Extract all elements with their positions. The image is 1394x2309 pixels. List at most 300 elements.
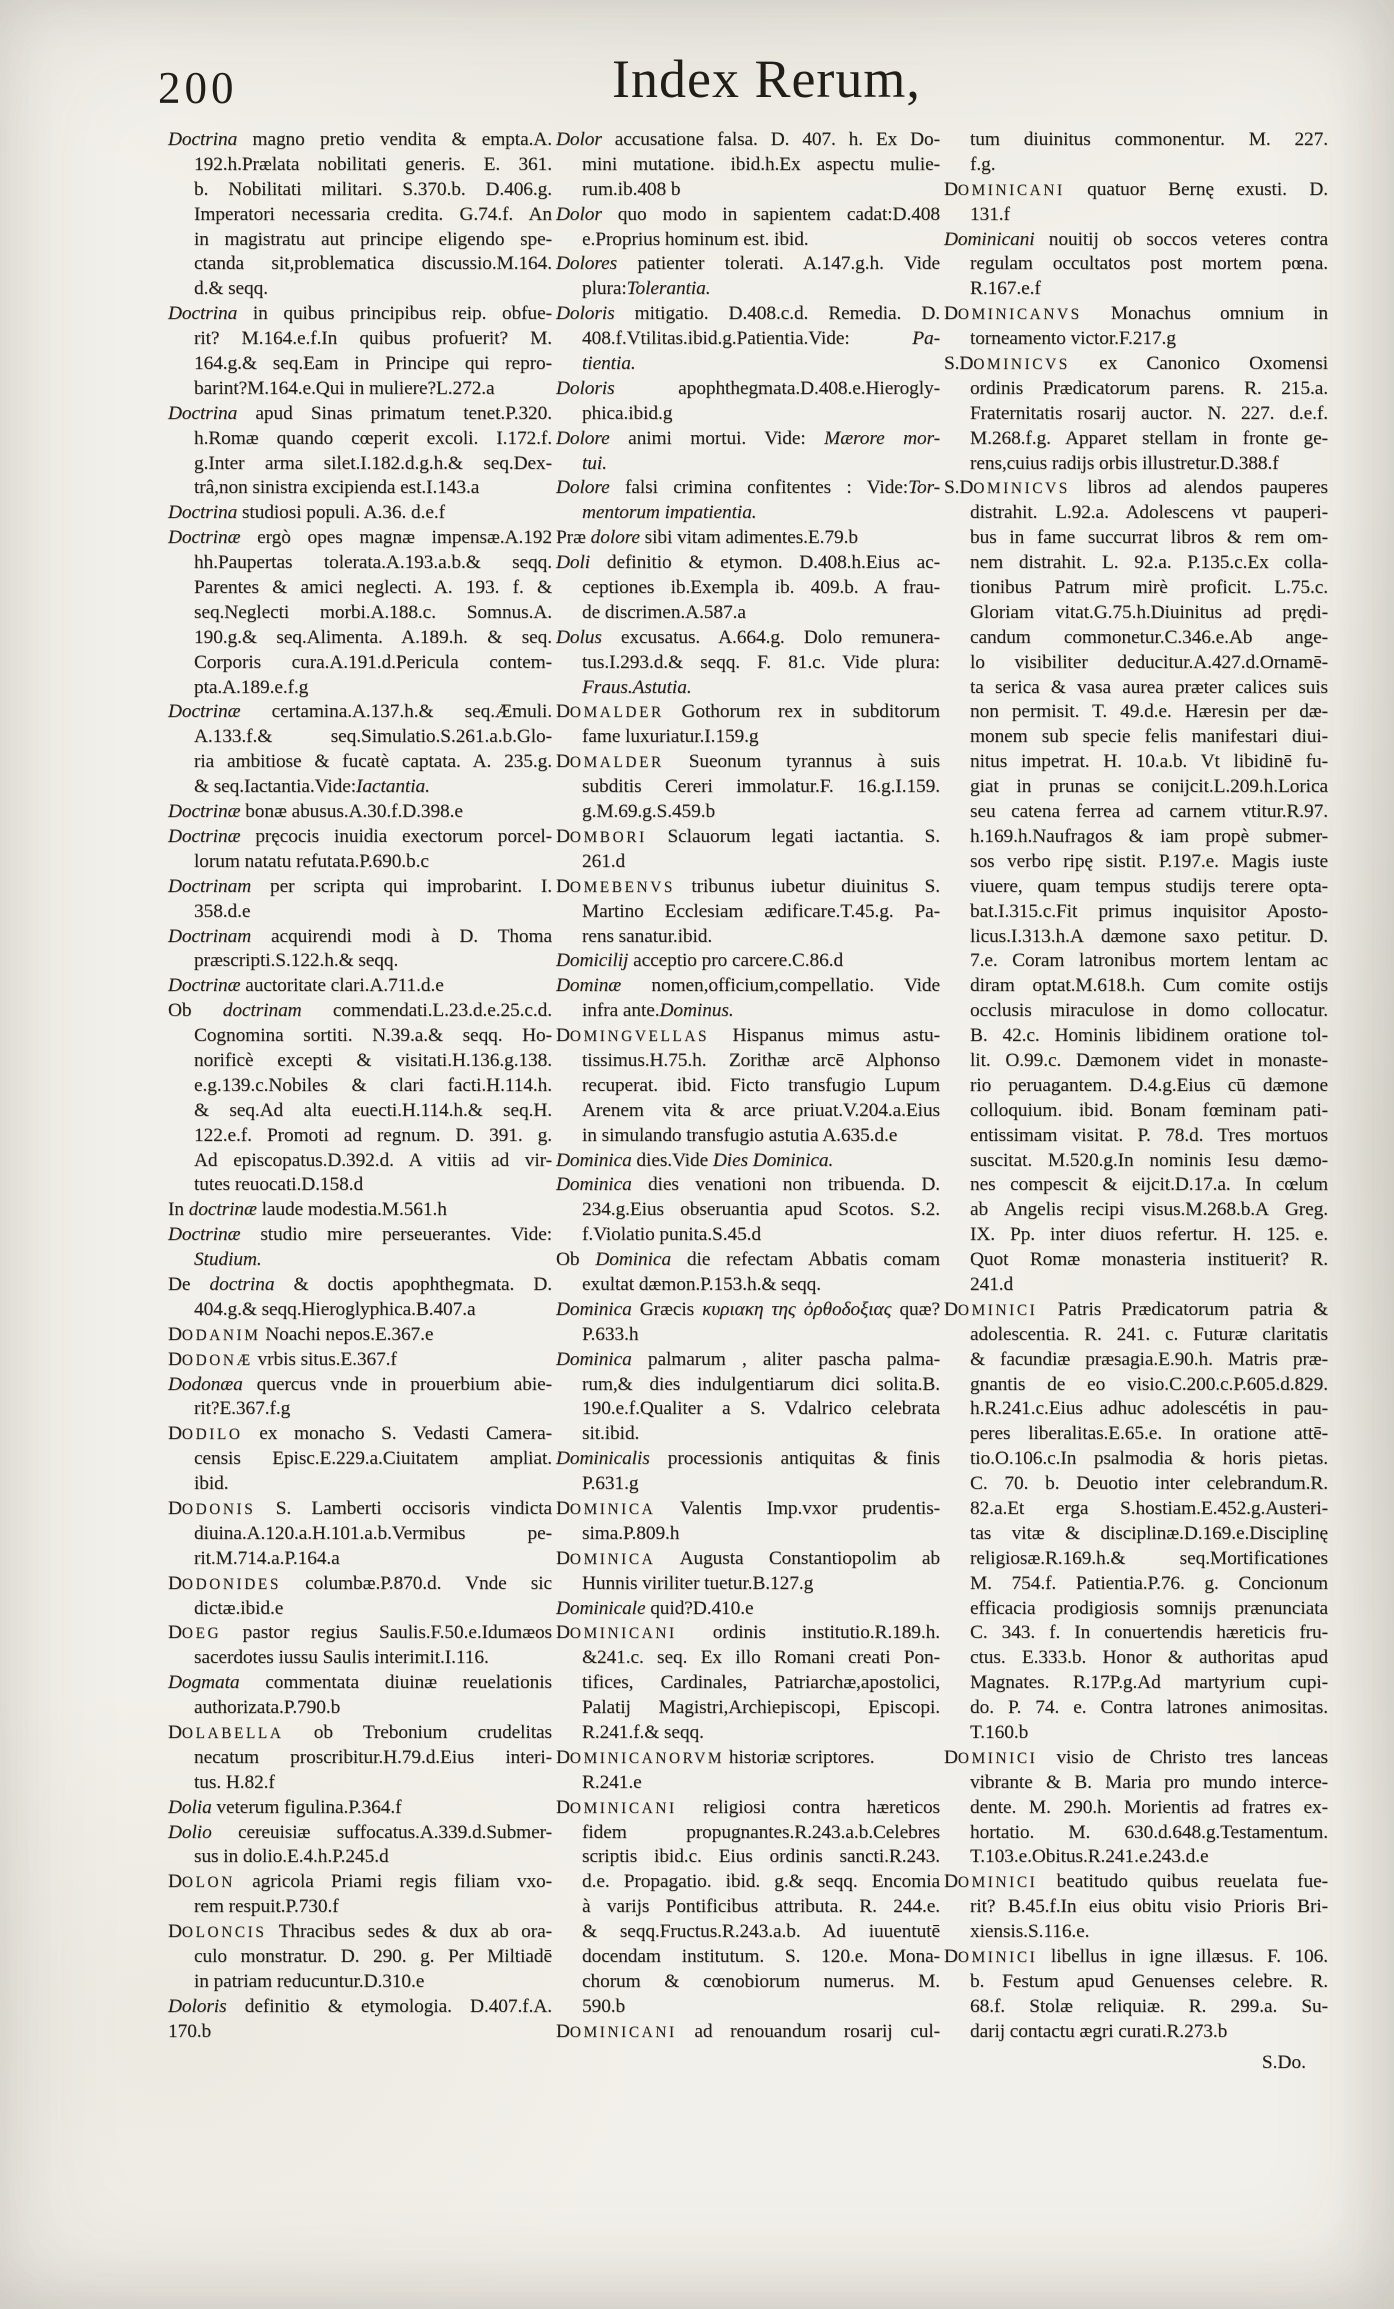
line-segment: Dodonæa [168, 1373, 243, 1395]
line-segment: rit?E.367.f.g [194, 1398, 291, 1420]
line-segment: tus.I.293.d.& seqq. F. 81.c. Vide plura: [582, 651, 940, 673]
index-line [556, 1870, 940, 1895]
line-segment: tui. [582, 452, 607, 474]
index-line [168, 1422, 552, 1447]
index-line [556, 1597, 940, 1622]
index-line [944, 1696, 1328, 1721]
line-segment: OMINICI [957, 1874, 1038, 1892]
line-segment: dictæ.ibid.e [194, 1597, 284, 1619]
line-segment: recuperat. ibid. Ficto transfugio Lupum [582, 1074, 940, 1096]
line-segment: Iactantia. [356, 776, 430, 798]
index-line [556, 153, 940, 178]
index-line [556, 1248, 940, 1273]
line-segment: ODONIDES [181, 1575, 282, 1593]
index-line [556, 1572, 940, 1597]
line-segment: doctrina [209, 1273, 275, 1295]
index-line [556, 1522, 940, 1547]
index-line [168, 452, 552, 477]
line-segment: religiosæ.R.169.h.& seq.Mortificationes [970, 1547, 1328, 1569]
line-segment: Quot Romæ monasteria instituerit? R. [970, 1249, 1328, 1271]
line-segment: D [944, 1871, 958, 1893]
index-line [556, 1995, 940, 2020]
index-line [168, 1597, 552, 1622]
line-segment: tio.O.106.c.In psalmodia & horis pietas. [970, 1448, 1328, 1470]
line-segment: ab Angelis recipi visus.M.268.b.A Greg. [970, 1199, 1328, 1221]
index-line [168, 1323, 552, 1348]
index-line [168, 1696, 552, 1721]
line-segment: ctus. E.333.b. Honor & authoritas apud [970, 1647, 1328, 1669]
index-line [944, 825, 1328, 850]
line-segment: A.133.f.& seq.Simulatio.S.261.a.b.Glo- [194, 726, 552, 748]
line-segment: P.633.h [582, 1323, 639, 1345]
index-line [556, 999, 940, 1024]
line-segment: Cognomina sortiti. N.39.a.& seqq. Ho- [194, 1025, 552, 1047]
line-segment: OMINICANI [569, 1799, 677, 1817]
index-line [944, 252, 1328, 277]
line-segment: OMINICANI [569, 1625, 677, 1643]
line-segment: 122.e.f. Promoti ad regnum. D. 391. g. [194, 1124, 552, 1146]
line-segment: D [944, 178, 958, 200]
index-line [944, 1298, 1328, 1323]
index-line [556, 377, 940, 402]
line-segment: laude modestia.M.561.h [256, 1199, 447, 1221]
index-line [944, 676, 1328, 701]
line-segment: tissimus.H.75.h. Zorithæ arcē Alphonso [582, 1049, 940, 1071]
index-line [944, 1397, 1328, 1422]
index-line [168, 1024, 552, 1049]
index-line [556, 725, 940, 750]
index-line [944, 850, 1328, 875]
line-segment: palmarum , aliter pascha palma- [631, 1348, 940, 1370]
index-line [556, 352, 940, 377]
line-segment: P.631.g [582, 1473, 639, 1495]
index-line [556, 452, 940, 477]
line-segment: quæ? [891, 1298, 940, 1320]
line-segment: S. Lamberti occisoris vindicta [255, 1497, 552, 1519]
index-line [168, 402, 552, 427]
line-segment: Dolor [556, 129, 602, 150]
line-segment: D [168, 1423, 182, 1445]
line-segment: 170.b [168, 2020, 212, 2042]
index-line [944, 750, 1328, 775]
line-segment: M. 754.f. Patientia.P.76. g. Concionum [970, 1572, 1328, 1594]
line-segment: Præ [556, 527, 591, 549]
line-segment: subditis Cereri immolatur.F. 16.g.I.159. [582, 776, 940, 798]
line-segment: phica.ibid.g [582, 402, 673, 424]
line-segment: OMINICVS [973, 356, 1070, 374]
line-segment: 164.g.& seq.Eam in Principe qui repro- [194, 353, 552, 375]
line-segment: Dolia [168, 1796, 212, 1818]
index-line [556, 1447, 940, 1472]
line-segment: D [168, 1497, 182, 1519]
index-line [168, 1223, 552, 1248]
line-segment: darij contactu ægri curati.R.273.b [970, 2020, 1228, 2042]
index-line [556, 178, 940, 203]
line-segment: Fraternitatis rosarij auctor. N. 227. d.e.f. [970, 402, 1328, 424]
line-segment: regulam occultatos post mortem pœna. [970, 253, 1328, 275]
index-line [944, 1248, 1328, 1273]
line-segment: D [168, 1871, 182, 1893]
line-segment: g.M.69.g.S.459.b [582, 801, 716, 823]
line-segment: Doctrinæ [168, 975, 241, 997]
line-segment: Tor- [908, 477, 940, 499]
index-line [944, 1671, 1328, 1696]
line-segment: die refectam Abbatis comam [671, 1249, 940, 1271]
line-segment: viuere, quam tempus studijs terere opta- [970, 875, 1328, 897]
index-line [168, 974, 552, 999]
line-segment: sibi vitam adimentes.E.79.b [639, 527, 858, 549]
line-segment: T.160.b [970, 1722, 1029, 1743]
line-segment: Græcis [631, 1298, 703, 1320]
line-segment: Dominica [556, 1174, 632, 1196]
line-segment: rit.M.714.a.P.164.a [194, 1547, 340, 1569]
index-line [944, 402, 1328, 427]
page-title: Index Rerum, [612, 49, 921, 109]
line-segment: Gothorum rex in subditorum [663, 701, 940, 723]
line-segment: Dominicani [944, 228, 1035, 250]
index-line [168, 850, 552, 875]
line-segment: ceptiones ib.Exempla ib. 409.b. A frau- [582, 577, 940, 599]
line-segment: sus in dolio.E.4.h.P.245.d [194, 1846, 389, 1868]
index-line [944, 1099, 1328, 1124]
line-segment: ria ambitiose & fucatè captata. A. 235.g. [194, 751, 552, 773]
index-line [944, 800, 1328, 825]
index-line [944, 1422, 1328, 1447]
line-segment: hortatio. M. 630.d.648.g.Testamentum. [970, 1821, 1328, 1843]
index-line [168, 427, 552, 452]
line-segment: libros ad alendos pauperes [1069, 477, 1328, 499]
line-segment: Ad episcopatus.D.392.d. A vitiis ad vir- [194, 1149, 552, 1171]
index-line [556, 825, 940, 850]
line-segment: præscripti.S.122.h.& seqq. [194, 950, 399, 972]
line-segment: doctrinam [222, 1000, 302, 1022]
index-line [168, 153, 552, 178]
index-line [944, 1771, 1328, 1796]
line-segment: D [168, 1323, 182, 1345]
line-segment: rem respuit.P.730.f [194, 1896, 339, 1918]
index-line [168, 1920, 552, 1945]
index-line [556, 1298, 940, 1323]
index-line [556, 252, 940, 277]
line-segment: Dominica [556, 1298, 632, 1320]
line-segment: h.Romæ quando cœperit excoli. I.172.f. [194, 427, 552, 449]
line-segment: 590.b [582, 1995, 626, 2017]
index-line [168, 1273, 552, 1298]
line-segment: D [556, 1547, 570, 1569]
line-segment: distrahit. L.92.a. Adolescens vt pauperi- [970, 502, 1328, 524]
line-segment: quid?D.410.e [645, 1597, 754, 1619]
index-line [556, 651, 940, 676]
index-line [168, 1845, 552, 1870]
line-segment: dolore [590, 527, 640, 549]
line-segment: suscitat. M.520.g.In nominis Iesu dæmo- [970, 1149, 1328, 1171]
line-segment: Dolore [556, 427, 610, 449]
line-segment: rens,cuius radijs orbis illustretur.D.388.f [970, 452, 1279, 474]
line-segment: Dominæ [556, 975, 622, 997]
line-segment: in quibus principibus reip. obfue- [237, 303, 552, 325]
index-line [944, 1049, 1328, 1074]
index-line [944, 1621, 1328, 1646]
index-line [168, 1173, 552, 1198]
index-line [556, 949, 940, 974]
line-segment: Thracibus sedes & dux ab ora- [266, 1921, 552, 1943]
line-segment: OMBORI [569, 828, 647, 846]
line-segment: De [168, 1273, 210, 1295]
line-segment: per scripta qui improbarint. I. [251, 875, 552, 897]
line-segment: plura: [582, 278, 627, 300]
line-segment: OMINICANORVM [569, 1749, 725, 1767]
index-line [168, 1198, 552, 1223]
index-line [168, 1771, 552, 1796]
line-segment: OMINICI [957, 1749, 1038, 1767]
line-segment: definitio & etymon. D.408.h.Eius ac- [590, 552, 940, 574]
index-line [556, 1273, 940, 1298]
index-line [944, 1173, 1328, 1198]
index-line [556, 551, 940, 576]
line-segment: religiosi contra hæreticos [676, 1796, 940, 1818]
line-segment: tribunus iubetur diuinitus S. [674, 875, 940, 897]
line-segment: 192.h.Prælata nobilitati generis. E. 361. [194, 153, 552, 175]
line-segment: Magnates. R.17P.g.Ad martyrium cupi- [970, 1672, 1328, 1694]
index-line [556, 501, 940, 526]
line-segment: nes compescit & eijcit.D.17.a. In cœlum [970, 1174, 1328, 1196]
line-segment: 7.e. Coram latronibus mortem lentam ac [970, 950, 1328, 972]
line-segment: D [556, 1025, 570, 1047]
line-segment: certamina.A.137.h.& seq.Æmuli. [240, 701, 552, 723]
index-line [556, 1621, 940, 1646]
line-segment: commendati.L.23.d.e.25.c.d. [301, 1000, 552, 1022]
line-segment: efficacia prodigiosis somnijs prænunciata [970, 1597, 1328, 1619]
index-line [556, 1323, 940, 1348]
index-line [168, 203, 552, 228]
line-segment: D [944, 1746, 958, 1768]
line-segment: 358.d.e [194, 900, 251, 922]
line-segment: Corporis cura.A.191.d.Pericula contem- [194, 651, 552, 673]
line-segment: scriptis ibid.c. Eius ordinis sancti.R.243. [582, 1846, 940, 1868]
line-segment: Patris Prædicatorum patria & [1037, 1298, 1328, 1320]
index-line [944, 377, 1328, 402]
line-segment: ODANIM [181, 1326, 261, 1344]
index-line [944, 974, 1328, 999]
line-segment: animi mortui. Vide: [609, 427, 825, 449]
line-segment: exultat dæmon.P.153.h.& seqq. [582, 1273, 821, 1295]
line-segment: ibid. [194, 1473, 229, 1495]
line-segment: & seqq.Fructus.R.243.a.b. Ad iuuentutē [582, 1921, 940, 1943]
line-segment: Dominicalis [556, 1448, 650, 1470]
line-segment: rit? B.45.f.In eius obitu visio Prioris Bri- [970, 1896, 1328, 1918]
line-segment: studiosi populi. A.36. d.e.f [237, 502, 445, 524]
index-line [168, 1049, 552, 1074]
line-segment: auctoritate clari.A.711.d.e [240, 975, 444, 997]
index-line [944, 178, 1328, 203]
line-segment: OLON [181, 1874, 235, 1892]
index-line [944, 1721, 1328, 1746]
line-segment: ob Trebonium crudelitas [283, 1722, 552, 1743]
line-segment: hh.Paupertas tolerata.A.193.a.b.& seqq. [194, 552, 552, 574]
line-segment: visio de Christo tres lanceas [1037, 1746, 1328, 1768]
line-segment: Doctrinæ [168, 1224, 241, 1246]
index-line [556, 302, 940, 327]
line-segment: rens sanatur.ibid. [582, 925, 713, 947]
index-line [168, 676, 552, 701]
line-segment: vibrante & B. Maria pro mundo interce- [970, 1771, 1328, 1793]
line-segment: nitus impetrat. H. 10.a.b. Vt libidinē fu- [970, 751, 1328, 773]
index-line [168, 1572, 552, 1597]
line-segment: Sclauorum legati iactantia. S. [646, 825, 940, 847]
line-segment: Pa- [912, 328, 940, 350]
line-segment: tus. H.82.f [194, 1771, 275, 1793]
index-line [944, 601, 1328, 626]
line-segment: à varijs Pontificibus attributa. R. 244.e. [582, 1896, 940, 1918]
index-line [556, 1099, 940, 1124]
line-segment: Martino Ecclesiam ædificare.T.45.g. Pa- [582, 900, 940, 922]
index-line [944, 1970, 1328, 1995]
line-segment: chorum & cœnobiorum numerus. M. [582, 1970, 940, 1992]
line-segment: ordinis Prædicatorum parens. R. 215.a. [970, 377, 1328, 399]
index-line [556, 1845, 940, 1870]
line-segment: Doctrinæ [168, 825, 241, 847]
index-line [168, 1995, 552, 2020]
line-segment: Dolor [556, 203, 602, 225]
line-segment: rum,& dies indulgentiarum dici solita.B. [582, 1373, 940, 1395]
line-segment: cereuisiæ suffocatus.A.339.d.Submer- [211, 1821, 552, 1843]
line-segment: Dolores [556, 253, 618, 275]
index-line [944, 900, 1328, 925]
index-line [944, 2020, 1328, 2045]
index-line [556, 402, 940, 427]
line-segment: acceptio pro carcere.C.86.d [628, 950, 844, 972]
line-segment: diram optat.M.618.h. Cum comite ostijs [970, 975, 1328, 997]
index-line [556, 1074, 940, 1099]
line-segment: h.R.241.c.Eius adhuc adolescétis in pau- [970, 1398, 1328, 1420]
index-line [944, 1223, 1328, 1248]
line-segment: sit.ibid. [582, 1423, 640, 1445]
line-segment: e.g.139.c.Nobiles & clari facti.H.114.h. [194, 1074, 552, 1096]
line-segment: Doctrinæ [168, 801, 241, 823]
line-segment: bat.I.315.c.Fit primus inquisitor Aposto- [970, 900, 1328, 922]
index-line [168, 1074, 552, 1099]
line-segment: necatum proscribitur.H.79.d.Eius interi- [194, 1746, 552, 1768]
line-segment: colloquium. ibid. Bonam fœminam pati- [970, 1099, 1328, 1121]
line-segment: & seq.Iactantia.Vide: [194, 776, 357, 798]
line-segment: f.Violatio punita.S.45.d [582, 1224, 762, 1246]
line-segment: peres liberalitas.E.65.e. In oratione attē- [970, 1423, 1328, 1445]
line-segment: ordinis institutio.R.189.h. [676, 1622, 940, 1644]
index-line [168, 1099, 552, 1124]
line-segment: historiæ scriptores. [724, 1746, 875, 1768]
line-segment: sima.P.809.h [582, 1522, 680, 1544]
line-segment: entissimam visitat. P. 78.d. Tres mortuos [970, 1124, 1328, 1146]
line-segment: 82.a.Et erga S.hostiam.E.452.g.Austeri- [970, 1497, 1328, 1519]
line-segment: quatuor Bernę exusti. D. [1064, 178, 1328, 200]
index-line [944, 949, 1328, 974]
index-line [944, 1373, 1328, 1398]
line-segment: B. 42.c. Hominis libidinem oratione tol- [970, 1025, 1328, 1047]
index-line [168, 750, 552, 775]
index-line [556, 1721, 940, 1746]
line-segment: excusatus. A.664.g. Dolo remunera- [601, 626, 940, 648]
line-segment: & seq.Ad alta euecti.H.114.h.& seq.H. [194, 1099, 552, 1121]
index-line [168, 775, 552, 800]
index-line [556, 128, 940, 153]
index-line [168, 1721, 552, 1746]
line-segment: in patriam reducuntur.D.310.e [194, 1970, 425, 1992]
line-segment: occlusis miraculose in domo collocatur. [970, 1000, 1328, 1022]
line-segment: culo monstratur. D. 290. g. Per Miltiadē [194, 1946, 552, 1968]
index-line [556, 974, 940, 999]
line-segment: columbæ.P.870.d. Vnde sic [281, 1572, 552, 1594]
index-line [944, 476, 1328, 501]
line-segment: R.241.f.& seqq. [582, 1722, 704, 1743]
line-segment: Fraus.Astutia. [582, 676, 692, 698]
line-segment: Dies Dominica. [712, 1149, 834, 1171]
line-segment: fame luxuriatur.I.159.g [582, 726, 759, 748]
line-segment: seu catena ferrea ad carnem vtitur.R.97. [970, 801, 1328, 823]
line-segment: Dogmata [168, 1672, 240, 1694]
index-line [944, 1472, 1328, 1497]
line-segment: tifices, Cardinales, Patriarchæ,apostolici, [582, 1672, 940, 1694]
index-line [944, 725, 1328, 750]
line-segment: dies.Vide [631, 1149, 713, 1171]
line-segment: Valentis Imp.vxor prudentis- [655, 1497, 940, 1519]
index-line [556, 1771, 940, 1796]
line-segment: D [556, 825, 570, 847]
line-segment: ta serica & vasa aurea præter calices suis [970, 676, 1328, 698]
line-segment: sos verbo ripę sistit. P.197.e. Magis iuste [970, 850, 1328, 872]
index-line [168, 999, 552, 1024]
line-segment: tum diuinitus commonentur. M. 227. [970, 129, 1328, 150]
line-segment: Dominicale [556, 1597, 646, 1619]
line-segment: licus.I.313.h.A dæmone saxo petitur. D. [970, 925, 1328, 947]
line-segment: patienter tolerati. A.147.g.h. Vide [617, 253, 940, 275]
index-line [556, 1746, 940, 1771]
line-segment: D [944, 1298, 958, 1320]
line-segment: candum commonetur.C.346.e.Ab ange- [970, 626, 1328, 648]
index-line [556, 228, 940, 253]
line-segment: studio mire perseuerantes. Vide: [240, 1224, 552, 1246]
index-line [944, 775, 1328, 800]
line-segment: & facundiæ præsagia.E.90.h. Matris præ- [970, 1348, 1328, 1370]
line-segment: S.D [944, 353, 974, 375]
index-line [168, 1497, 552, 1522]
index-line [944, 1273, 1328, 1298]
index-line [556, 775, 940, 800]
index-line [168, 1870, 552, 1895]
index-line [556, 1895, 940, 1920]
line-segment: OMINGVELLAS [569, 1028, 710, 1046]
line-segment: OMALDER [569, 754, 664, 772]
index-line [556, 203, 940, 228]
index-line [944, 327, 1328, 352]
line-segment: &241.c. seq. Ex illo Romani creati Pon- [582, 1647, 940, 1669]
line-segment: IX. Pp. inter diuos refertur. H. 125. e. [970, 1224, 1328, 1246]
index-line [556, 1796, 940, 1821]
index-line [944, 1522, 1328, 1547]
line-segment: mitigatio. D.408.c.d. Remedia. D. [614, 303, 940, 325]
line-segment: OMINICANVS [957, 306, 1082, 324]
line-segment: Ob [168, 1000, 223, 1022]
line-segment: magno pretio vendita & empta.A. [237, 129, 552, 150]
index-line [944, 1821, 1328, 1846]
index-line [556, 476, 940, 501]
index-line [556, 925, 940, 950]
index-line [556, 1198, 940, 1223]
line-segment: D [168, 1921, 182, 1943]
line-segment: 261.d [582, 850, 626, 872]
index-line [944, 153, 1328, 178]
catchword: S.Do. [1261, 2052, 1306, 2073]
index-line [168, 900, 552, 925]
